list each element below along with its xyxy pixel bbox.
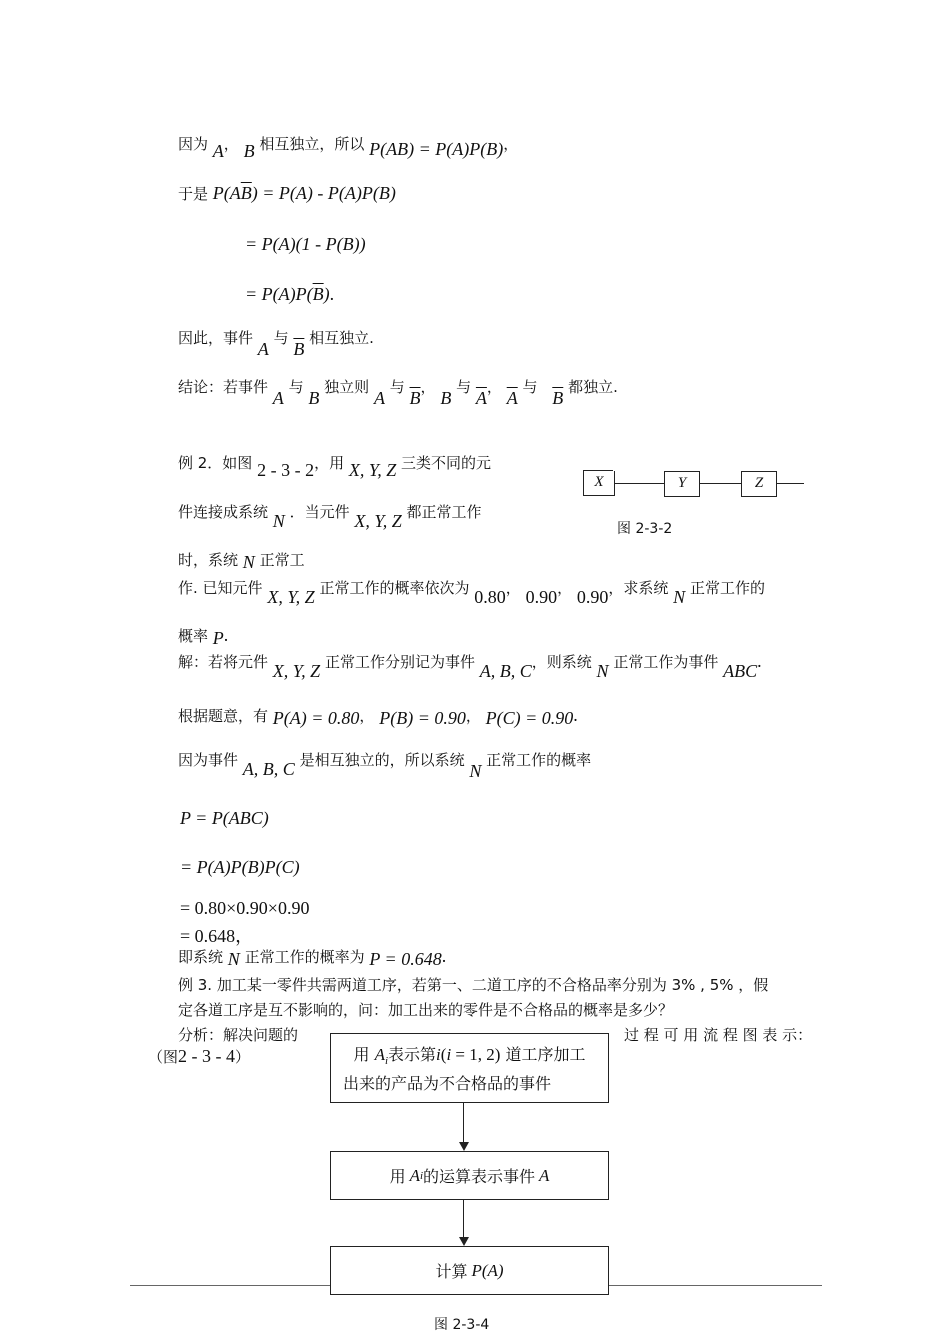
example2-line-1: 例 2．如图 2 - 3 - 2，用 X, Y, Z 三类不同的元 [178, 454, 492, 480]
line-4: = $P(A)P(\overline{B})$. [245, 284, 335, 304]
component-z: Z [741, 471, 777, 497]
solution2-conclusion: 即系统 N 正常工作的概率为 P = 0.648. [178, 946, 447, 969]
flow-box-1 [330, 1033, 609, 1103]
line-1: 因为 A， B 相互独立，所以 P(AB) = P(A)P(B)， [178, 135, 519, 161]
component-x: X [583, 471, 615, 496]
equation-3: = 0.80×0.90×0.90 [180, 898, 310, 918]
line-5: 因此，事件 A 与 $\overline{B}$ 相互独立. [178, 329, 374, 359]
example2-line-4: 作. 已知元件 X, Y, Z 正常工作的概率依次为 0.80， 0.90， 0.90，求系统 N 正常工作的 [178, 579, 765, 607]
example2-line-2: 件连接成系统 N ．当元件 X, Y, Z 都正常工作 [178, 503, 482, 531]
solution2-line-3: 因为事件 A, B, C 是相互独立的，所以系统 N 正常工作的概率 [178, 751, 592, 781]
example3-line-1: 例 3. 加工某一零件共需两道工序，若第一、二道工序的不合格品率分别为 3% , 5% ，假 [178, 976, 769, 994]
circuit-wire-1 [614, 483, 664, 484]
flow-box-1-line-2: 出来的产品为不合格品的事件 [343, 1074, 552, 1094]
flow-arrow-1-head [459, 1142, 469, 1151]
flow-arrow-2-shaft [463, 1199, 464, 1237]
equation-2: = P(A)P(B)P(C) [180, 857, 300, 877]
flow-arrow-1-shaft [463, 1102, 464, 1142]
solution2-line-1: 解：若将元件 X, Y, Z 正常工作分别记为事件 A, B, C，则系统 N 正常工作为事件 ABC. [178, 651, 762, 681]
component-y: Y [664, 471, 700, 497]
figure-caption-2-3-2: 图 2-3-2 [617, 521, 673, 537]
solution2-line-2: 根据题意，有 P(A) = 0.80， P(B) = 0.90， P(C) = 0.90. [178, 705, 578, 728]
circuit-wire-3 [776, 483, 804, 484]
figure-caption-2-3-4: 图 2-3-4 [434, 1317, 490, 1333]
example3-analysis-end: 过 程 可 用 流 程 图 表 示： [624, 1026, 813, 1044]
example2-line-5: 概率 P. [178, 625, 229, 648]
circuit-wire-2 [699, 483, 741, 484]
example2-line-3: 时，系统 N 正常工 [178, 551, 305, 572]
example3-figure-ref: （图2 - 3 - 4） [148, 1046, 251, 1066]
line-6: 结论：若事件 A 与 B 独立则 A 与 $\overline{B}$， B 与 $\overline{A}$， $\overline{A}$ 与 $\overline{B}$ 都独立. [178, 378, 618, 408]
equation-1: P = P(ABC) [180, 808, 269, 828]
flow-box-1-line-1: 用 $A_i$表示第i(i = 1, 2) 道工序加工 [353, 1044, 586, 1068]
flow-box-2: 用 A i 的运算表示事件 A [330, 1151, 609, 1200]
flow-arrow-2-head [459, 1237, 469, 1246]
equation-4: = 0.648， [180, 926, 254, 946]
line-2: 于是 $P(A\overline{B}) = P(A) - P(A)P(B)$ [178, 183, 396, 203]
example3-line-2: 定各道工序是互不影响的，问：加工出来的零件是不合格品的概率是多少？ [178, 1001, 674, 1019]
example3-analysis-start: 分析：解决问题的 [178, 1026, 299, 1044]
flow-box-3: 计算 P(A) [330, 1246, 609, 1295]
line-3: = P(A)(1 - P(B)) [245, 234, 366, 254]
